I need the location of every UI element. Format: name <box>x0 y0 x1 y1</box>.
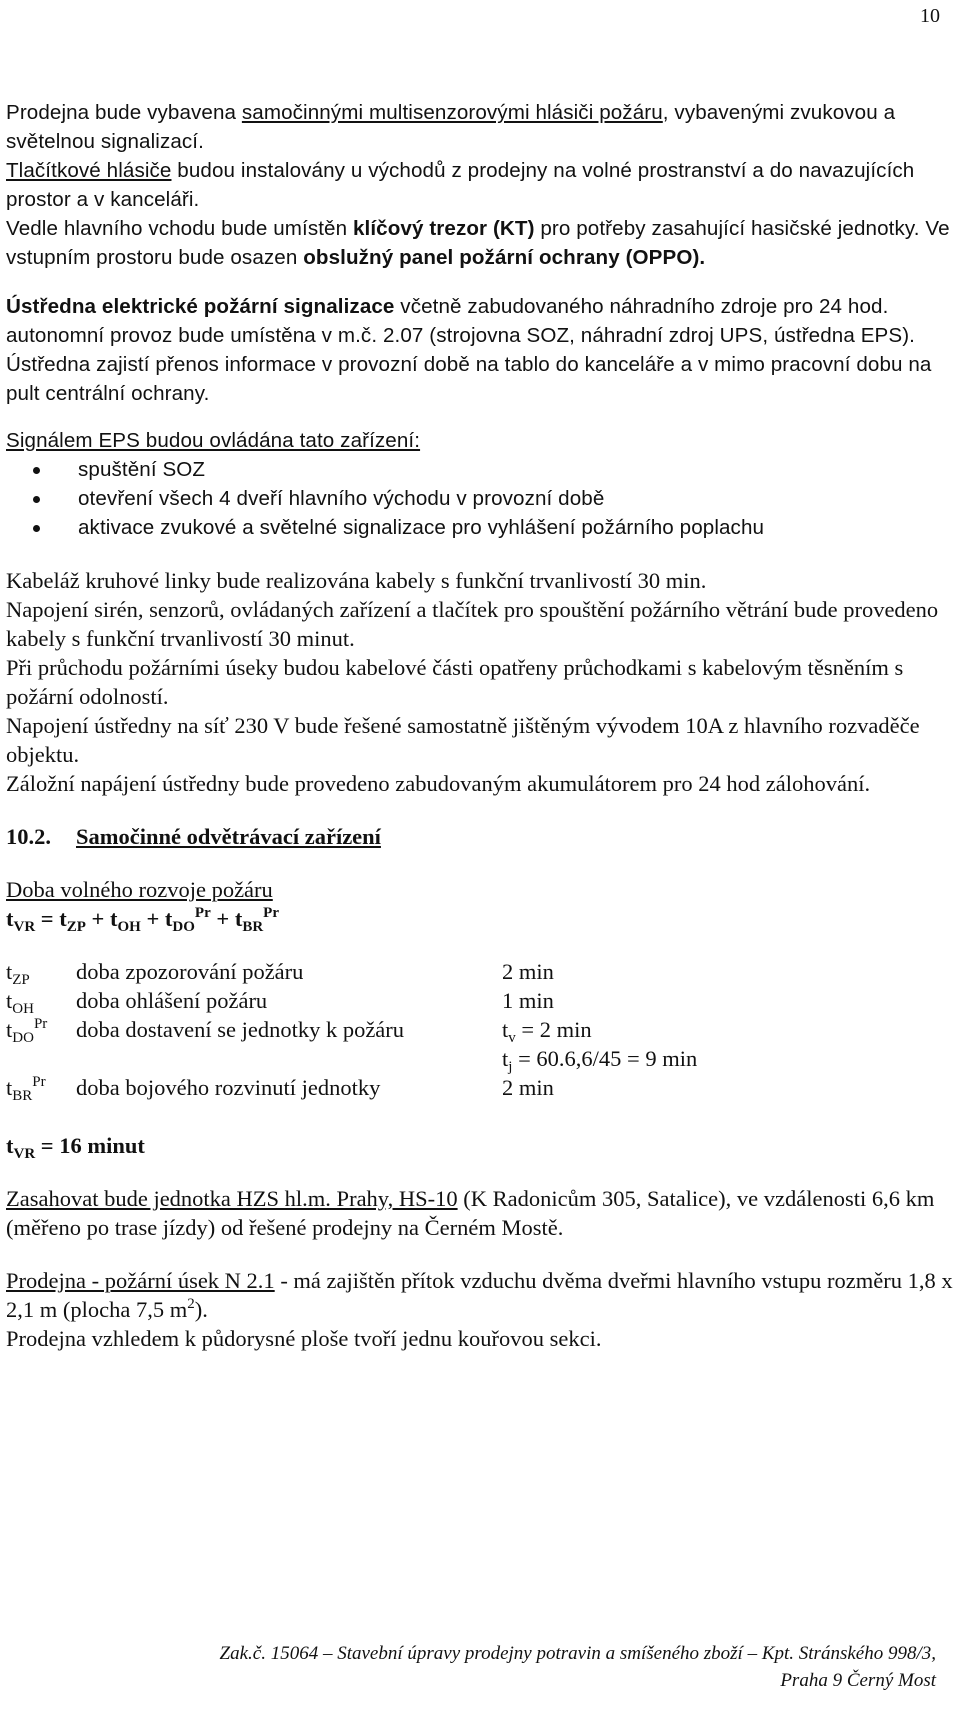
section-heading <box>6 822 954 851</box>
cabling-paragraph: Při průchodu požárními úseky budou kabelové části opatřeny průchodkami s kabelovým těsněním s požární odolností. <box>6 655 904 709</box>
unit-paragraph: Zasahovat bude jednotka HZS hl.m. Prahy, HS-10 (K Radonicům 305, Satalice), ve vzdálenosti 6,6 km (měřeno po trase jízdy) od řešené prodejny na Černém Mostě. <box>6 1186 935 1240</box>
formula: $t_{VR} = t_{ZP} + t_{OH} + t_{DO}^{Pr} + t_{BR}^{Pr}$ <box>6 905 279 935</box>
section-number: 10.2. <box>6 824 51 849</box>
central-unit-paragraph: Ústředna elektrické požární signalizace včetně zabudovaného náhradního zdroje pro 24 hod. autonomní provoz bude umístěna v m.č. 2.07 (strojovna SOZ, náhradní zdroj UPS, ústředna EPS). <box>6 295 916 347</box>
result-formula: $t_{VR} = 16$ minut <box>6 1133 145 1162</box>
table-row: $t_{ZP}$ doba zpozorování požáru 2 min <box>6 959 554 988</box>
table-row: $t_{DO}^{Pr}$ doba dostavení se jednotky k požáru $t_v = 2$ min <box>6 1016 592 1046</box>
document-body <box>6 98 954 1353</box>
cabling-section <box>6 566 954 798</box>
footer: Zak.č. 15064 – Stavební úpravy prodejny potravin a smíšeného zboží – Kpt. Stránského 998/3, Praha 9 Černý Most <box>219 1643 936 1691</box>
table-row: $t_j = 60.6,6/45 = 9$ min <box>502 1046 698 1075</box>
list-item: aktivace zvukové a světelné signalizace pro vyhlášení požárního poplachu <box>6 513 954 542</box>
list-item: spuštění SOZ <box>6 455 954 484</box>
time-table <box>6 957 954 1107</box>
list-item: otevření všech 4 dveří hlavního východu v provozní době <box>6 484 954 513</box>
fire-development-heading: Doba volného rozvoje požáru <box>6 877 273 902</box>
cabling-paragraph: Napojení ústředny na síť 230 V bude řešené samostatně jištěným vývodem 10A z hlavního rozvaděče objektu. <box>6 713 920 767</box>
area-paragraph: Prodejna - požární úsek N 2.1 - má zajištěn přítok vzduchu dvěma dveřmi hlavního vstupu rozměru 1,8 x 2,1 m (plocha 7,5 $m^2$). <box>6 1268 953 1322</box>
signals-list <box>6 455 954 542</box>
signals-heading: Signálem EPS budou ovládána tato zařízení: <box>6 429 421 452</box>
table-row: $t_{BR}^{Pr}$ doba bojového rozvinutí jednotky 2 min <box>6 1074 554 1104</box>
table-row: $t_{OH}$ doba ohlášení požáru 1 min <box>6 988 554 1017</box>
section-title: Samočinné odvětrávací zařízení <box>76 824 381 849</box>
intro-paragraph: Prodejna bude vybavena samočinnými multisenzorovými hlásiči požáru, vybavenými zvukovou a světelnou signalizací. Tlačítkové hlásiče budou instalovány u východů z prodejny na volné prostranství a do navazujících prostor a v kanceláři. Vedle hlavního vchodu bude umístěn klíčový trezor (KT) pro potřeby zasahující hasičské jednotky. Ve vstupním prostoru bude osazen obslužný panel požární ochrany (OPPO). <box>6 101 950 269</box>
cabling-paragraph: Záložní napájení ústředny bude provedeno zabudovaným akumulátorem pro 24 hod zálohování. <box>6 771 871 796</box>
cabling-paragraph: Napojení sirén, senzorů, ovládaných zařízení a tlačítek pro spouštění požárního větrání bude provedeno kabely s funkční trvanlivostí 30 minut. <box>6 597 939 651</box>
cabling-paragraph: Kabeláž kruhové linky bude realizována kabely s funkční trvanlivostí 30 min. <box>6 568 707 593</box>
transmission-paragraph: Ústředna zajistí přenos informace v provozní době na tablo do kanceláře a v mimo pracovní dobu na pult centrální ochrany. <box>6 353 932 405</box>
smoke-section-paragraph: Prodejna vzhledem k půdorysné ploše tvoří jednu kouřovou sekci. <box>6 1326 602 1351</box>
page-number: 10 <box>920 5 940 27</box>
